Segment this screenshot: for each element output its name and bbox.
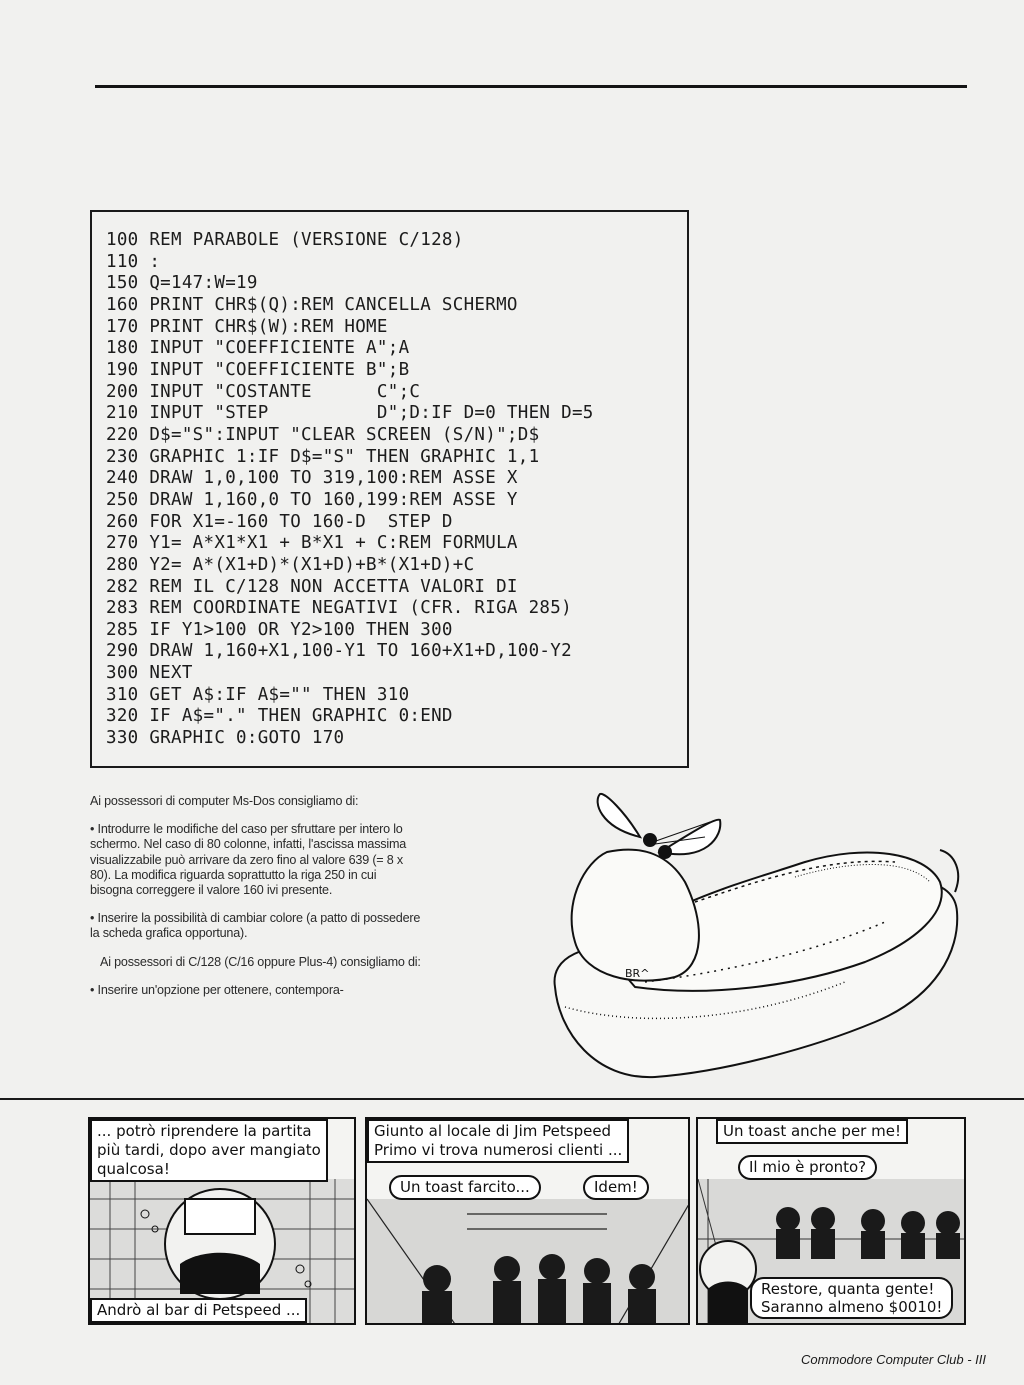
bow [598,794,721,854]
code-line: 190 INPUT "COEFFICIENTE B";B [106,359,410,380]
code-line: 160 PRINT CHR$(Q):REM CANCELLA SCHERMO [106,294,518,315]
panel-2-speech-bubble-2: Idem! [583,1175,649,1200]
comic-panel-2 [365,1117,690,1325]
code-line: 110 : [106,251,161,272]
code-line: 200 INPUT "COSTANTE C";C [106,381,421,402]
code-line: 285 IF Y1>100 OR Y2>100 THEN 300 [106,619,453,640]
code-line: 280 Y2= A*(X1+D)*(X1+D)+B*(X1+D)+C [106,554,475,575]
panel-1-caption-bottom: Andrò al bar di Petspeed ... [90,1298,307,1323]
comic-panel-1 [88,1117,356,1325]
code-line: 100 REM PARABOLE (VERSIONE C/128) [106,230,464,250]
panel-3-speech-bubble-bottom: Restore, quanta gente! Saranno almeno $0010! [750,1277,953,1319]
code-line: 230 GRAPHIC 1:IF D$="S" THEN GRAPHIC 1,1 [106,446,540,467]
code-line: 290 DRAW 1,160+X1,100-Y1 TO 160+X1+D,100-Y2 [106,641,572,662]
code-line: 283 REM COORDINATE NEGATIVI (CFR. RIGA 285) [106,598,572,619]
article-bullet: • Inserire la possibilità di cambiar colore (a patto di possedere la scheda grafica opportuna). [90,911,422,941]
panel-2-caption: Giunto al locale di Jim Petspeed Primo vi trova numerosi clienti ... [367,1119,629,1163]
article-paragraph: Ai possessori di C/128 (C/16 oppure Plus-4) consigliamo di: [100,954,421,969]
comic-panel-3 [696,1117,966,1325]
code-line: 260 FOR X1=-160 TO 160-D STEP D [106,511,453,532]
code-line: 330 GRAPHIC 0:GOTO 170 [106,728,345,749]
code-line: 180 INPUT "COEFFICIENTE A";A [106,338,410,359]
code-line: 150 Q=147:W=19 [106,273,258,294]
panel-2-speech-bubble-1: Un toast farcito... [389,1175,541,1200]
article-text [90,794,422,1011]
artist-signature: BR^ [625,967,650,980]
code-line: 270 Y1= A*X1*X1 + B*X1 + C:REM FORMULA [106,533,518,554]
code-line: 170 PRINT CHR$(W):REM HOME [106,316,388,337]
character-body [572,850,699,981]
code-line: 250 DRAW 1,160,0 TO 160,199:REM ASSE Y [106,489,518,510]
page-footer: Commodore Computer Club - III [801,1352,986,1367]
panel-1-caption-top: ... potrò riprendere la partita più tardi, dopo aver mangiato qualcosa! [90,1119,328,1182]
code-line: 310 GET A$:IF A$="" THEN 310 [106,684,410,705]
article-paragraph: Ai possessori di computer Ms-Dos consigliamo di: [90,794,359,808]
article-bullet: • Inserire un'opzione per ottenere, contempora- [90,983,422,998]
shoe-cartoon-illustration [545,782,965,1082]
code-line: 210 INPUT "STEP D";D:IF D=0 THEN D=5 [106,403,594,424]
section-divider [0,1098,1024,1100]
code-line: 240 DRAW 1,0,100 TO 319,100:REM ASSE X [106,468,518,489]
basic-listing [90,210,689,768]
code-line: 320 IF A$="." THEN GRAPHIC 0:END [106,706,453,727]
panel-3-speech-bubble: Il mio è pronto? [738,1155,877,1180]
article-bullet: • Introdurre le modifiche del caso per sfruttare per intero lo schermo. Nel caso di 80 colonne, infatti, l'ascissa massima visualizzabile può arrivare da zero fino al valore 639 (= 8 x 80). La modifica riguarda soprattutto la riga 250 in cui bisogna correggere il valore 160 ivi presente. [90,822,422,898]
code-line: 282 REM IL C/128 NON ACCETTA VALORI DI [106,576,518,597]
code-line: 220 D$="S":INPUT "CLEAR SCREEN (S/N)";D$ [106,424,540,445]
top-rule [95,85,967,88]
code-line: 300 NEXT [106,663,193,684]
panel-3-caption: Un toast anche per me! [716,1119,908,1144]
